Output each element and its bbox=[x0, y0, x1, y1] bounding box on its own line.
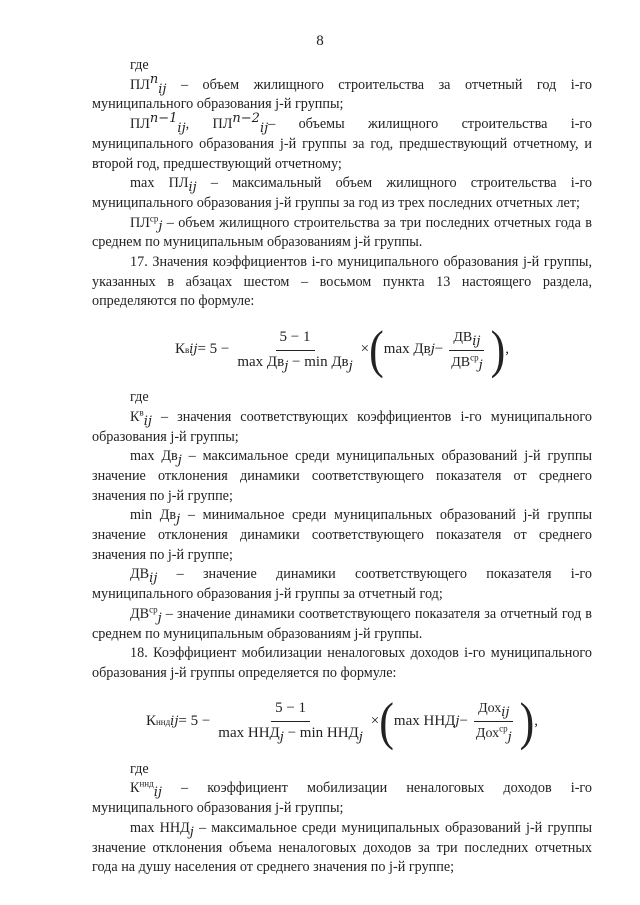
page-number: 8 bbox=[316, 33, 324, 49]
paragraph-18: 18. Коэффициент мобилизации неналоговых доходов i-го муниципального образования j-й группы определяется по формуле: bbox=[92, 645, 592, 681]
paragraph-pl-prev: $ПЛ^{n-1}_{ij}$, $ПЛ^{n-2}_{ij}-$ объемы жилищного строительства i-го муниципального образования j-й группы за год, предшествующий отчетному, и второй год, предшествующий отчетному; bbox=[92, 111, 592, 172]
gde-label: где bbox=[130, 389, 149, 406]
paragraph-max-nnd: $\max ННД_j$ – максимальное среди муниципальных образований j-й группы значение отклонения объема неналоговых доходов за три последних отчетных года на душу населения от среднего значения по j-й группе; bbox=[92, 819, 592, 876]
gde-label: где bbox=[130, 57, 149, 73]
gde-label: где bbox=[130, 760, 149, 777]
paragraph-min-dv: $\min Дв_j$ – минимальное среди муниципальных образований j-й группы значение отклонения динамики соответствующего показателя от среднего значения по j-й группе; bbox=[92, 507, 592, 563]
paragraph-dv-sr: $ДВ^{ср}_j$ – значение динамики соответствующего показателя за отчетный год в среднем по муниципальным образованиям j-й группы. bbox=[92, 604, 592, 642]
paragraph-knnd-def: $К^{ннд}_{ij}$ – коэффициент мобилизации неналоговых доходов i-го муниципального образования j-й группы; bbox=[92, 778, 592, 817]
paragraph-pl-n: $ПЛ^n_{ij}$ – объем жилищного строительства за отчетный год i-го муниципального образования j-й группы; bbox=[92, 71, 592, 113]
paragraph-dv-ij: $ДВ_{ij}$ – значение динамики соответствующего показателя i-го муниципального образования j-й группы за отчетный год; bbox=[92, 566, 592, 603]
paragraph-pl-sr: $ПЛ^{ср}_j$ – объем жилищного строительства за три последних отчетных года в среднем по муниципальным образованиям j-й группы. bbox=[92, 212, 592, 251]
paragraph-kv-def: $К^в_{ij}$ – значения соответствующих коэффициентов i-го муниципального образования j-й группы; bbox=[92, 407, 592, 445]
document-body bbox=[92, 56, 592, 878]
paragraph-17: 17. Значения коэффициентов i-го муниципального образования j-й группы, указанных в абзацах шестом – восьмом пункта 13 настоящего раздела, определяются по формуле: bbox=[92, 254, 592, 310]
paragraph-max-dv: $\max Дв_j$ – максимальное среди муниципальных образований j-й группы значение отклонения динамики соответствующего показателя от среднего значения по j-й группе; bbox=[92, 448, 592, 504]
formula-knnd: К ннд ij = 5 − $\frac{5 - 1}{\max ННД_j - \min ННД_j}$ × ( max ННД j − $\frac{Дох_{ij}}{Дох^{ср}_j}$ ) , bbox=[145, 691, 539, 751]
paragraph-max-pl: $\max ПЛ_{ij}$ – максимальный объем жилищного строительства i-го муниципального образования j-й группы за год из трех последних отчетных лет; bbox=[92, 175, 593, 211]
formula-kv: К в ij = 5 − $\frac{5 - 1}{\max Дв_j - \min Дв_j}$ × ( max Дв j − $\frac{ДВ_{ij}}{ДВ^{ср}_j}$ ) , bbox=[174, 320, 510, 379]
